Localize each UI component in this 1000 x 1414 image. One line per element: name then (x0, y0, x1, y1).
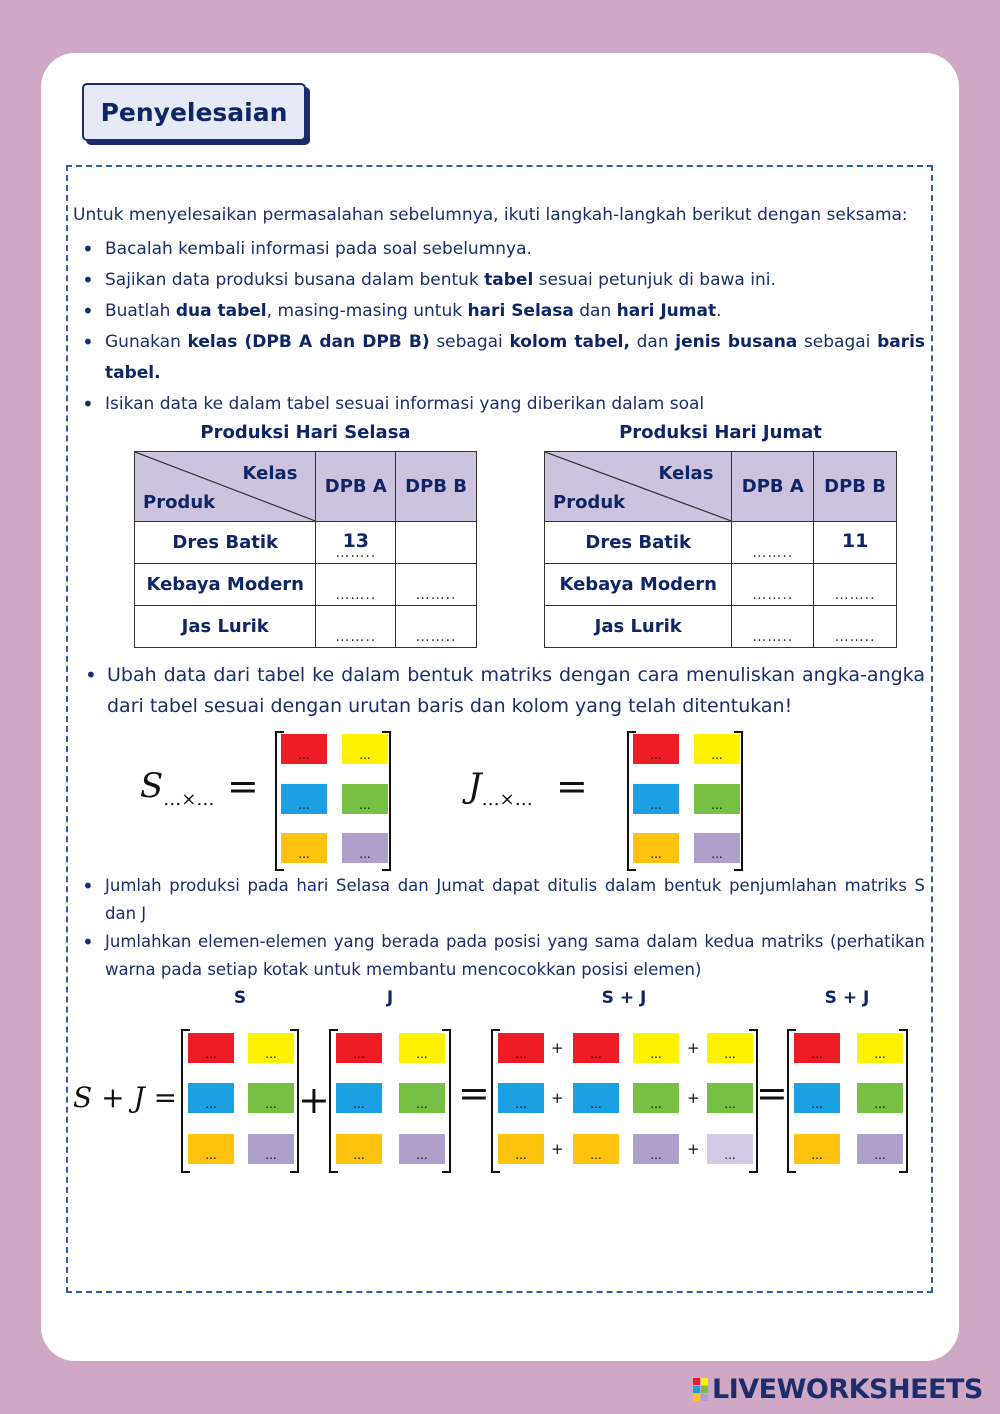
list-item: • Isikan data ke dalam tabel sesuai informasi yang diberikan dalam soal (73, 389, 925, 420)
matrix-s-sum (181, 1029, 299, 1173)
table-jumat-caption: Produksi Hari Jumat (619, 422, 822, 443)
table-selasa (134, 451, 477, 648)
table-header-corner: Kelas Produk (545, 452, 732, 522)
intro-text: Untuk menyelesaikan permasalahan sebelumnya, ikuti langkah-langkah berikut dengan seksama: (73, 205, 908, 225)
matrix-cell-red[interactable]: ... (188, 1033, 234, 1063)
plus-sign: + (551, 1089, 564, 1107)
table-cell[interactable]: …….. (814, 564, 897, 606)
table-cell[interactable]: …….. (316, 564, 396, 606)
matrix-cell-red[interactable]: ... (633, 734, 679, 764)
matrix-cell-yellow[interactable]: ... (399, 1033, 445, 1063)
table-cell[interactable]: …….. (316, 606, 396, 648)
matrix-cell-purple[interactable]: ... (694, 833, 740, 863)
matrix-cell-red[interactable]: ... (281, 734, 327, 764)
list-item: • Bacalah kembali informasi pada soal sebelumnya. (73, 234, 925, 265)
matrix-cell-green[interactable]: ... (633, 1083, 679, 1113)
table-jumat (544, 451, 897, 648)
list-item: • Sajikan data produksi busana dalam bentuk tabel sesuai petunjuk di bawa ini. (73, 265, 925, 296)
column-header: DPB B (396, 452, 477, 522)
matrix-cell-yellow[interactable]: ... (633, 1033, 679, 1063)
equals-sign: = (458, 1071, 490, 1115)
matrix-cell-red[interactable]: ... (573, 1033, 619, 1063)
table-cell[interactable]: 11 (814, 522, 897, 564)
matrix-s (275, 731, 391, 871)
matrix-cell-blue[interactable]: ... (794, 1083, 840, 1113)
matrix-cell-yellow[interactable]: ... (248, 1033, 294, 1063)
table-cell[interactable] (396, 522, 477, 564)
section-title: Penyelesaian (82, 83, 306, 141)
table-cell[interactable]: …….. (814, 606, 897, 648)
matrix-cell-orange[interactable]: ... (633, 833, 679, 863)
matrix-cell-yellow[interactable]: ... (857, 1033, 903, 1063)
plus-sign: + (687, 1089, 700, 1107)
table-cell[interactable]: …….. (396, 564, 477, 606)
table-cell[interactable]: …….. (732, 522, 814, 564)
matrix-cell-blue[interactable]: ... (633, 784, 679, 814)
matrix-cell-orange[interactable]: ... (498, 1134, 544, 1164)
matrix-cell-blue[interactable]: ... (573, 1083, 619, 1113)
column-header: DPB A (732, 452, 814, 522)
equals-sign: = (227, 764, 259, 808)
column-label-j: J (386, 988, 394, 1008)
row-header: Jas Lurik (545, 606, 732, 648)
matrix-cell-blue[interactable]: ... (498, 1083, 544, 1113)
liveworksheets-brand: LIVEWORKSHEETS (693, 1374, 983, 1405)
matrix-cell-orange[interactable]: ... (188, 1134, 234, 1164)
plus-sign: + (687, 1140, 700, 1158)
matrix-cell-purple[interactable]: ... (857, 1134, 903, 1164)
table-cell[interactable]: …….. (732, 564, 814, 606)
matrix-cell-blue[interactable]: ... (188, 1083, 234, 1113)
matrix-instruction (73, 660, 925, 722)
list-item: • Ubah data dari tabel ke dalam bentuk matriks dengan cara menuliskan angka-angka dari tabel sesuai dengan urutan baris dan kolom yang telah ditentukan! (73, 660, 925, 722)
list-item: • Buatlah dua tabel, masing-masing untuk hari Selasa dan hari Jumat. (73, 296, 925, 327)
matrix-cell-yellow[interactable]: ... (694, 734, 740, 764)
matrix-cell-purple[interactable]: ... (342, 833, 388, 863)
row-header: Kebaya Modern (545, 564, 732, 606)
matrix-cell-orange[interactable]: ... (336, 1134, 382, 1164)
column-label-s: S (233, 988, 247, 1008)
matrix-cell-green[interactable]: ... (399, 1083, 445, 1113)
matrix-cell-yellow[interactable]: ... (342, 734, 388, 764)
matrix-j-label: $J_{\dots\times\dots}$ (468, 766, 533, 810)
matrix-cell-purple[interactable]: ... (248, 1134, 294, 1164)
row-header: Dres Batik (135, 522, 316, 564)
matrix-sum-expanded (491, 1029, 758, 1173)
matrix-j (627, 731, 743, 871)
column-label-sum: S + J (601, 988, 647, 1008)
matrix-cell-green[interactable]: ... (342, 784, 388, 814)
matrix-cell-red[interactable]: ... (336, 1033, 382, 1063)
matrix-cell-lilac[interactable]: ... (707, 1134, 753, 1164)
row-header: Jas Lurik (135, 606, 316, 648)
equals-sign: = (556, 764, 588, 808)
table-cell[interactable]: …….. (396, 606, 477, 648)
matrix-result (787, 1029, 908, 1173)
plus-sign: + (298, 1078, 330, 1122)
sum-instructions (73, 872, 925, 984)
plus-sign: + (551, 1140, 564, 1158)
matrix-j-sum (329, 1029, 451, 1173)
matrix-cell-orange[interactable]: ... (573, 1134, 619, 1164)
matrix-cell-orange[interactable]: ... (281, 833, 327, 863)
matrix-cell-yellow[interactable]: ... (707, 1033, 753, 1063)
instruction-list (73, 234, 925, 420)
list-item: • Jumlah produksi pada hari Selasa dan Jumat dapat ditulis dalam bentuk penjumlahan matriks S dan J (73, 872, 925, 928)
brand-logo-icon (693, 1378, 708, 1401)
table-header-corner: Kelas Produk (135, 452, 316, 522)
table-cell[interactable]: 13 …….. (316, 522, 396, 564)
plus-sign: + (551, 1039, 564, 1057)
matrix-cell-red[interactable]: ... (794, 1033, 840, 1063)
table-selasa-caption: Produksi Hari Selasa (200, 422, 411, 443)
column-header: DPB B (814, 452, 897, 522)
plus-sign: + (687, 1039, 700, 1057)
matrix-cell-orange[interactable]: ... (794, 1134, 840, 1164)
row-header: Dres Batik (545, 522, 732, 564)
matrix-cell-green[interactable]: ... (248, 1083, 294, 1113)
matrix-cell-green[interactable]: ... (857, 1083, 903, 1113)
matrix-cell-green[interactable]: ... (707, 1083, 753, 1113)
matrix-cell-red[interactable]: ... (498, 1033, 544, 1063)
sum-label: S + J = (73, 1081, 178, 1114)
table-cell[interactable]: …….. (732, 606, 814, 648)
matrix-cell-purple[interactable]: ... (633, 1134, 679, 1164)
list-item: • Gunakan kelas (DPB A dan DPB B) sebagai kolom tabel, dan jenis busana sebagai baris tabel. (73, 327, 925, 389)
matrix-cell-green[interactable]: ... (694, 784, 740, 814)
column-label-sum: S + J (824, 988, 870, 1008)
matrix-s-label: $S_{\dots\times\dots}$ (140, 766, 215, 810)
equals-sign: = (756, 1071, 788, 1115)
matrix-cell-blue[interactable]: ... (336, 1083, 382, 1113)
list-item: • Jumlahkan elemen-elemen yang berada pada posisi yang sama dalam kedua matriks (perhatikan warna pada setiap kotak untuk membantu mencocokkan posisi elemen) (73, 928, 925, 984)
matrix-cell-purple[interactable]: ... (399, 1134, 445, 1164)
column-header: DPB A (316, 452, 396, 522)
matrix-cell-blue[interactable]: ... (281, 784, 327, 814)
row-header: Kebaya Modern (135, 564, 316, 606)
